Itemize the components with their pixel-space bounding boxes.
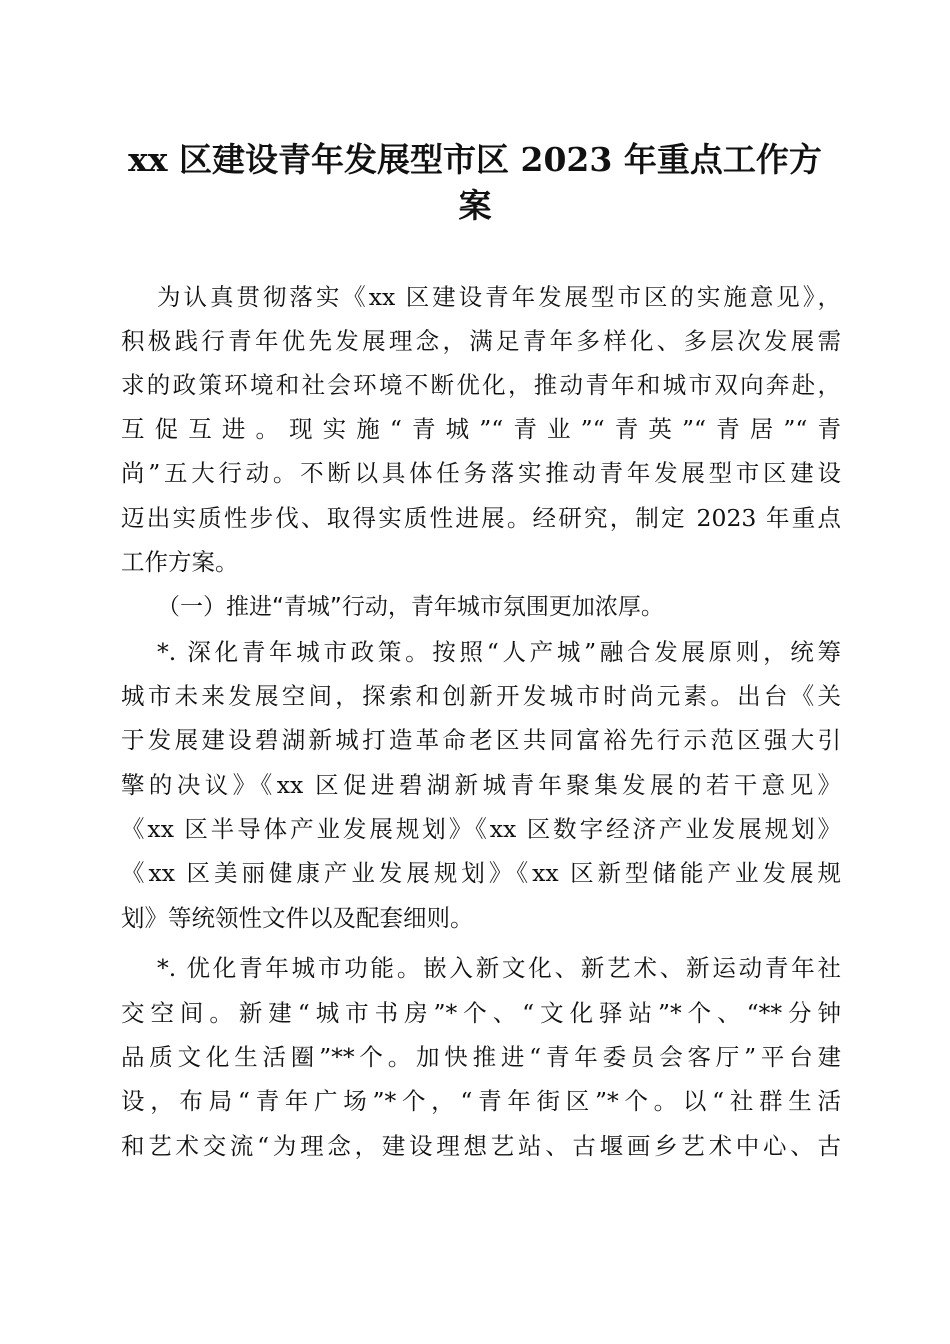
paragraph-line: 求的政策环境和社会环境不断优化，推动青年和城市双向奔赴， xyxy=(121,371,841,399)
paragraph-line: 工作方案。 xyxy=(121,548,239,576)
paragraph-line: 擎的决议》《xx 区促进碧湖新城青年聚集发展的若干意见》 xyxy=(121,771,841,799)
paragraph-line: 设，布局“青年广场”*个，“青年街区”*个。以“社群生活 xyxy=(121,1087,841,1115)
paragraph-line: 划》等统领性文件以及配套细则。 xyxy=(121,904,474,932)
paragraph-line: 《xx 区半导体产业发展规划》《xx 区数字经济产业发展规划》 xyxy=(121,815,841,843)
paragraph-line: 和艺术交流“为理念，建设理想艺站、古堰画乡艺术中心、古 xyxy=(121,1132,841,1160)
paragraph-line: 迈出实质性步伐、取得实质性进展。经研究，制定 2023 年重点 xyxy=(121,504,841,532)
paragraph-line: 积极践行青年优先发展理念，满足青年多样化、多层次发展需 xyxy=(121,327,841,355)
paragraph-line: 为认真贯彻落实《xx 区建设青年发展型市区的实施意见》， xyxy=(157,283,841,311)
section-heading: （一）推进“青城”行动，青年城市氛围更加浓厚。 xyxy=(157,594,664,620)
paragraph-line: 《xx 区美丽健康产业发展规划》《xx 区新型储能产业发展规 xyxy=(121,859,841,887)
paragraph-line: 城市未来发展空间，探索和创新开发城市时尚元素。出台《关 xyxy=(121,682,841,710)
paragraph-line: 于发展建设碧湖新城打造革命老区共同富裕先行示范区强大引 xyxy=(121,726,841,754)
paragraph-line: *. 优化青年城市功能。嵌入新文化、新艺术、新运动青年社 xyxy=(157,954,841,982)
document-title-line-1: xx 区建设青年发展型市区 2023 年重点工作方 xyxy=(128,140,822,179)
paragraph-line: *. 深化青年城市政策。按照“人产城”融合发展原则，统筹 xyxy=(157,638,841,666)
paragraph-line: 互促互进。现实施“青城”“青业”“青英”“青居”“青 xyxy=(121,415,841,443)
paragraph-line: 尚”五大行动。不断以具体任务落实推动青年发展型市区建设 xyxy=(121,459,841,487)
paragraph-line: 交空间。新建“城市书房”*个、“文化驿站”*个、“**分钟 xyxy=(121,999,841,1027)
paragraph-line: 品质文化生活圈”**个。加快推进“青年委员会客厅”平台建 xyxy=(121,1043,841,1071)
document-title-line-2: 案 xyxy=(458,186,492,225)
